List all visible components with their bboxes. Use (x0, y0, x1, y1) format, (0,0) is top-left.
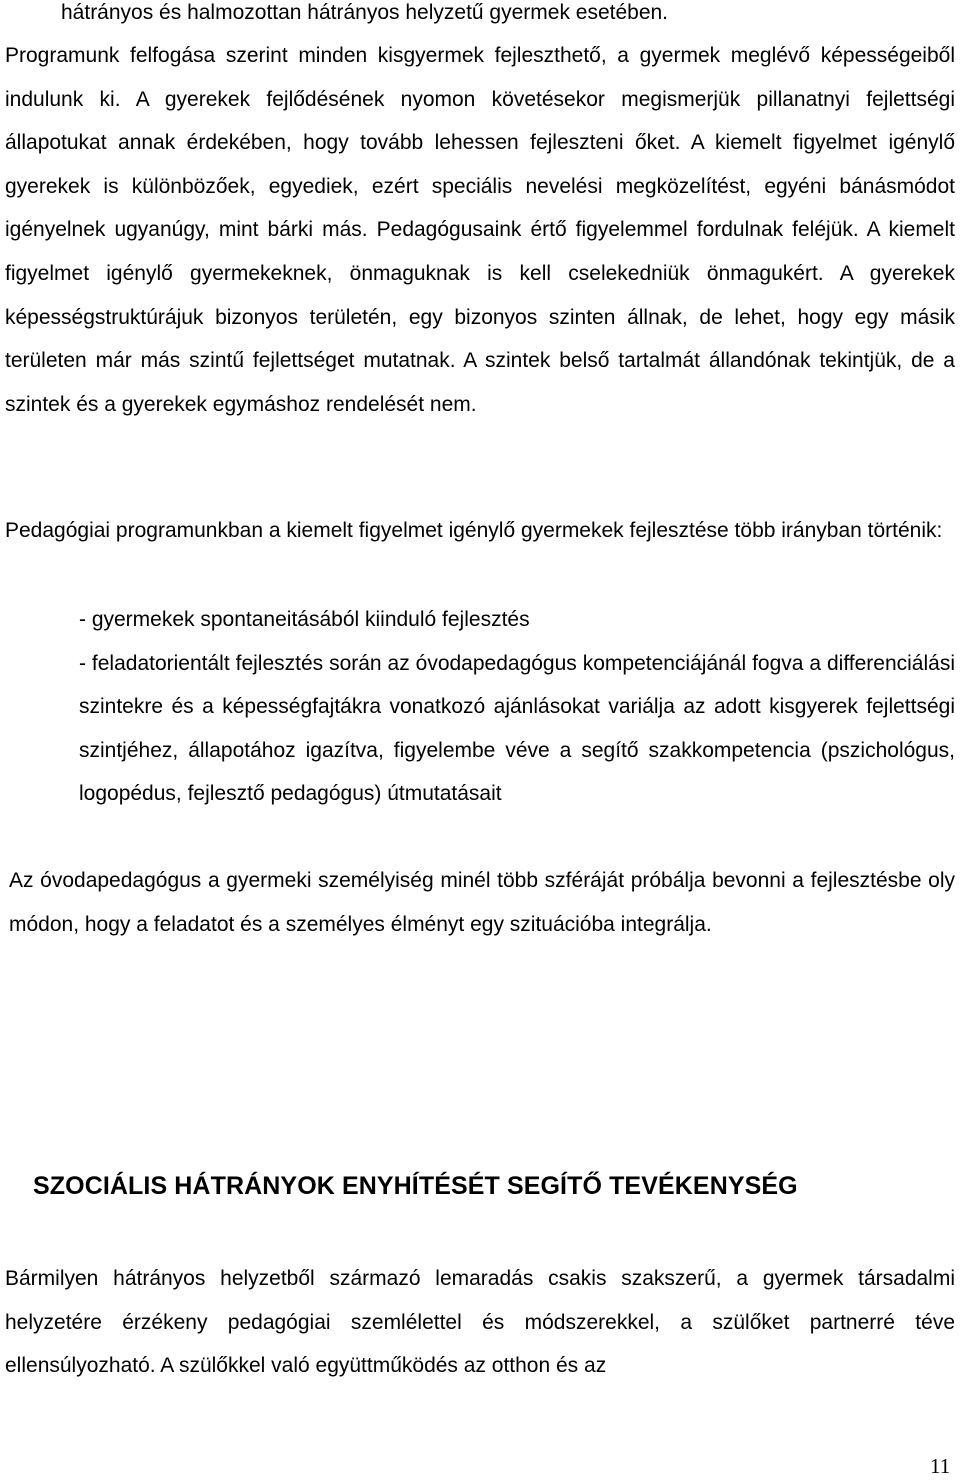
list-item: - gyermekek spontaneitásából kiinduló fejlesztés (79, 608, 530, 631)
page-number: 11 (930, 1454, 951, 1478)
section-heading: SZOCIÁLIS HÁTRÁNYOK ENYHÍTÉSÉT SEGÍTŐ TEVÉKENYSÉG (33, 1172, 798, 1200)
development-list (79, 598, 955, 816)
continuation-line: hátrányos és halmozottan hátrányos helyzetű gyermek esetében. (61, 1, 669, 24)
body-paragraph-3: Az óvodapedagógus a gyermeki személyiség minél több szféráját próbálja bevonni a fejlesztésbe oly módon, hogy a feladatot és a személyes élményt egy szituációba integrálja. (9, 869, 955, 936)
list-item: - feladatorientált fejlesztés során az óvodapedagógus kompetenciájánál fogva a differenciálási szintekre és a képességfajtákra vonatkozó ajánlásokat variálja az adott kisgyerek fejlettségi szintjéhez, állapotához igazítva, figyelembe véve a segítő szakkompetencia (pszichológus, logopédus, fejlesztő pedagógus) útmutatásait (79, 651, 955, 806)
body-paragraph-1: Programunk felfogása szerint minden kisgyermek fejleszthető, a gyermek meglévő képességeiből indulunk ki. A gyerekek fejlődésének nyomon követésekor megismerjük pillanatnyi fejlettségi állapotukat annak érdekében, hogy tovább lehessen fejleszteni őket. A kiemelt figyelmet igénylő gyerekek is különbözőek, egyediek, ezért speciális nevelési megközelítést, egyéni bánásmódot igényelnek ugyanúgy, mint bárki más. Pedagógusaink értő figyelemmel fordulnak feléjük. A kiemelt figyelmet igénylő gyermekeknek, önmaguknak is kell cselekedniük önmagukért. A gyerekek képességstruktúrájuk bizonyos területén, egy bizonyos szinten állnak, de lehet, hogy egy másik területen már más szintű fejlettséget mutatnak. A szintek belső tartalmát állandónak tekintjük, de a szintek és a gyerekek egymáshoz rendelését nem. (5, 44, 955, 416)
body-paragraph-2: Pedagógiai programunkban a kiemelt figyelmet igénylő gyermekek fejlesztése több irányban történik: (5, 519, 943, 542)
body-paragraph-4: Bármilyen hátrányos helyzetből származó lemaradás csakis szakszerű, a gyermek társadalmi helyzetére érzékeny pedagógiai szemlélettel és módszerekkel, a szülőket partnerré téve ellensúlyozható. A szülőkkel való együttműködés az otthon és az (5, 1267, 955, 1378)
